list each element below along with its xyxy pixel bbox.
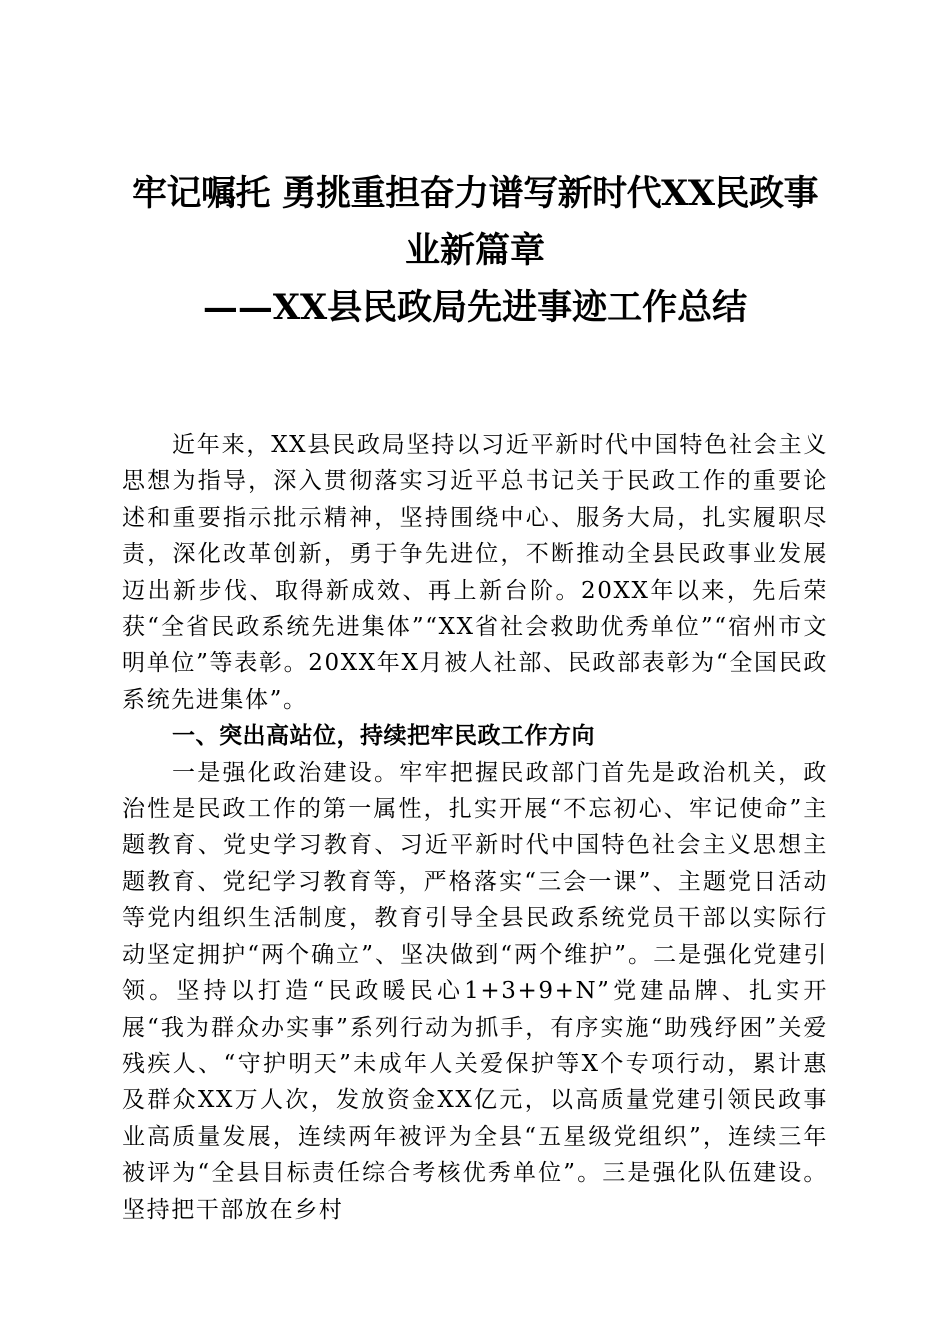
intro-paragraph: 近年来，XX县民政局坚持以习近平新时代中国特色社会主义思想为指导，深入贯彻落实习近平总书记关于民政工作的重要论述和重要指示批示精神，坚持围绕中心、服务大局，扎实履职尽责，深化改革创新，勇于争先进位，不断推动全县民政事业发展迈出新步伐、取得新成效、再上新台阶。20XX年以来，先后荣获“全省民政系统先进集体”“XX省社会救助优秀单位”“宿州市文明单位”等表彰。20XX年X月被人社部、民政部表彰为“全国民政系统先进集体”。 bbox=[122, 432, 828, 713]
document-title-line-1: 牢记嘱托 勇挑重担奋力谱写新时代XX民政事 bbox=[132, 173, 818, 214]
document-title-line-2: 业新篇章 bbox=[404, 230, 545, 271]
document-subtitle: ——XX县民政局先进事迹工作总结 bbox=[202, 287, 748, 328]
section-1-paragraph: 一是强化政治建设。牢牢把握民政部门首先是政治机关，政治性是民政工作的第一属性，扎实开展“不忘初心、牢记使命”主题教育、党史学习教育、习近平新时代中国特色社会主义思想主题教育、党纪学习教育等，严格落实“三会一课”、主题党日活动等党内组织生活制度，教育引导全县民政系统党员干部以实际行动坚定拥护“两个确立”、坚决做到“两个维护”。二是强化党建引领。坚持以打造“民政暖民心1+3+9+N”党建品牌、扎实开展“我为群众办实事”系列行动为抓手，有序实施“助残纾困”关爱残疾人、“守护明天”未成年人关爱保护等X个专项行动，累计惠及群众XX万人次，发放资金XX亿元，以高质量党建引领民政事业高质量发展，连续两年被评为全县“五星级党组织”，连续三年被评为“全县目标责任综合考核优秀单位”。三是强化队伍建设。坚持把干部放在乡村 bbox=[122, 759, 828, 1223]
document-body bbox=[122, 427, 828, 1228]
title-block bbox=[110, 165, 840, 336]
section-1-heading: 一、突出高站位，持续把牢民政工作方向 bbox=[172, 723, 595, 750]
